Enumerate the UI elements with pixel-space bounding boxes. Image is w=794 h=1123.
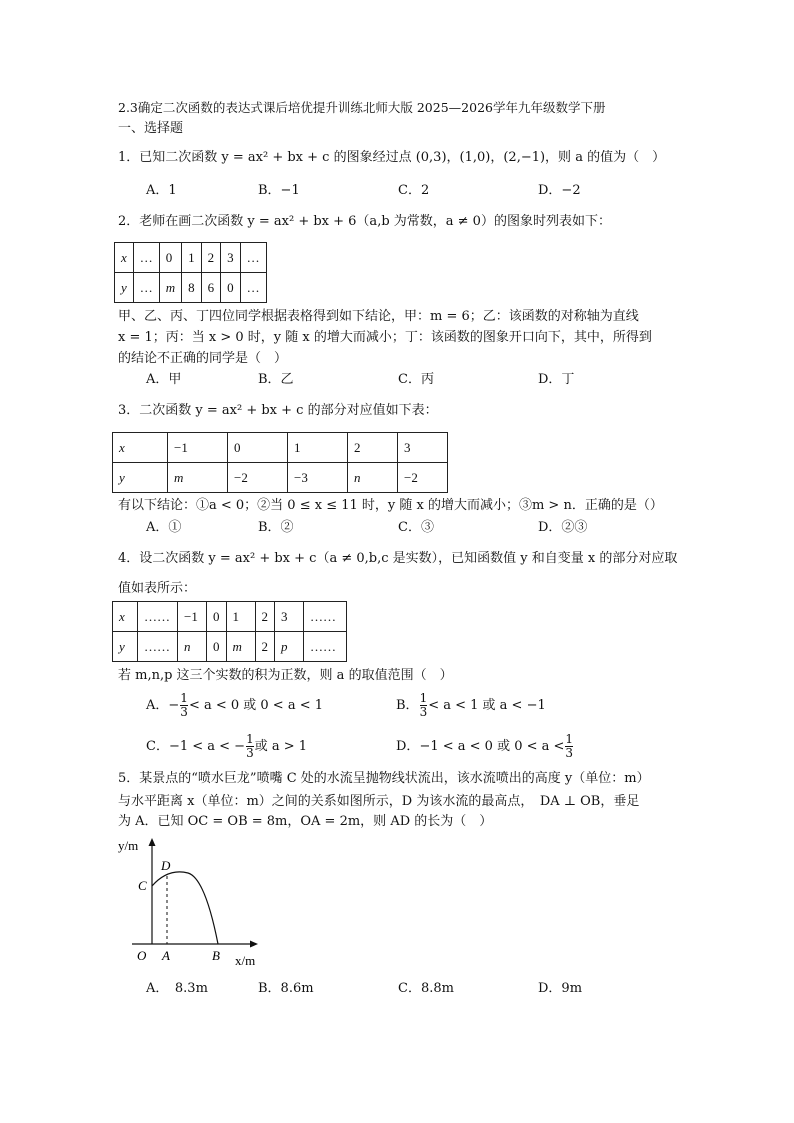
table-row	[113, 463, 448, 493]
q3-option-b: B．②	[258, 520, 294, 535]
table-cell: 1	[182, 243, 202, 273]
q4-stem-line-2: 值如表所示：	[118, 581, 197, 596]
q2-text-line-1: 甲、乙、丙、丁四位同学根据表格得到如下结论，甲：m = 6；乙：该函数的对称轴为直线	[118, 309, 639, 324]
point-label-o: O	[137, 948, 147, 963]
table-row	[113, 433, 448, 463]
q1-option-c: C．2	[398, 183, 430, 198]
q1-option-d: D．−2	[538, 183, 581, 198]
fraction-denominator: 3	[180, 705, 188, 719]
document-title: 2.3确定二次函数的表达式课后培优提升训练北师大版 2025—2026学年九年级数学下册	[118, 100, 606, 115]
table-cell: …	[240, 243, 266, 273]
section-heading: 一、选择题	[118, 121, 184, 136]
table-cell: −1	[168, 433, 228, 463]
option-text: < a < 1 或 a < −1	[428, 698, 546, 713]
fraction-numerator: 1	[419, 691, 428, 705]
table-cell: y	[113, 632, 138, 662]
table-cell: ……	[304, 632, 347, 662]
option-label: A．	[146, 698, 169, 713]
table-cell: 1	[288, 433, 348, 463]
table-cell: 2	[255, 602, 275, 632]
table-cell: 3	[275, 602, 304, 632]
option-label: C．	[146, 739, 169, 754]
q3-value-table	[112, 432, 448, 493]
q4-option-a	[146, 692, 323, 719]
q4-value-table	[112, 601, 347, 662]
q3-option-a: A．①	[146, 520, 182, 535]
table-cell: −3	[288, 463, 348, 493]
point-label-c: C	[138, 878, 147, 893]
table-cell: 0	[221, 273, 241, 303]
q4-question: 若 m,n,p 这三个实数的积为正数，则 a 的取值范围（ ）	[118, 668, 453, 683]
x-axis-label: x/m	[235, 953, 256, 968]
q5-option-a: A． 8.3m	[146, 981, 208, 996]
point-label-a: A	[162, 948, 170, 963]
q5-line-2: 与水平距离 x（单位：m）之间的关系如图所示，D 为该水流的最高点， DA ⊥ OB，垂足	[118, 794, 640, 809]
table-cell: 2	[201, 243, 221, 273]
q2-text-line-3: 的结论不正确的同学是（ ）	[118, 351, 288, 366]
table-cell: 0	[207, 602, 227, 632]
q2-option-a: A．甲	[146, 372, 182, 387]
table-cell: 0	[228, 433, 288, 463]
q2-option-b: B．乙	[258, 372, 294, 387]
q4-stem-line-1: 4．设二次函数 y = ax² + bx + c（a ≠ 0,b,c 是实数），已知函数值 y 和自变量 x 的部分对应取	[118, 551, 678, 566]
fountain-diagram	[110, 832, 270, 972]
option-text: −1 < a < −	[168, 739, 246, 754]
fraction-numerator: 1	[180, 691, 188, 705]
fraction	[246, 733, 254, 760]
table-row	[115, 243, 267, 273]
q3-stem: 3．二次函数 y = ax² + bx + c 的部分对应值如下表：	[118, 403, 438, 418]
q4-option-d	[396, 733, 574, 760]
table-cell: 0	[207, 632, 227, 662]
table-cell: 0	[159, 243, 181, 273]
q2-option-d: D．丁	[538, 372, 575, 387]
table-row	[113, 632, 347, 662]
table-row	[113, 602, 347, 632]
option-text: 或 a > 1	[254, 739, 308, 754]
fraction-denominator: 3	[419, 705, 428, 719]
q2-text-line-2: x = 1；丙：当 x > 0 时，y 随 x 的增大而减小；丁：该函数的图象开口向下，其中，所得到	[118, 330, 652, 345]
option-label: B．	[396, 698, 419, 713]
table-cell: …	[133, 243, 159, 273]
fraction	[420, 692, 428, 719]
option-label: D．	[396, 739, 420, 754]
point-label-d: D	[161, 858, 171, 873]
table-cell: 6	[201, 273, 221, 303]
table-cell: p	[275, 632, 304, 662]
table-cell: 8	[182, 273, 202, 303]
table-cell: y	[115, 273, 134, 303]
q4-option-c	[146, 733, 307, 760]
fraction	[565, 733, 573, 760]
table-cell: ……	[138, 602, 178, 632]
parabola-curve	[152, 872, 218, 944]
table-cell: n	[178, 632, 207, 662]
fraction	[180, 692, 188, 719]
q5-option-c: C．8.8m	[398, 981, 454, 996]
table-cell: 1	[226, 602, 255, 632]
q5-line-3: 为 A．已知 OC = OB = 8m，OA = 2m，则 AD 的长为（ ）	[118, 814, 493, 829]
option-text: −	[168, 698, 180, 713]
table-cell: x	[113, 433, 168, 463]
q3-option-d: D．②③	[538, 520, 588, 535]
fraction-denominator: 3	[246, 746, 254, 760]
q1-stem: 1．已知二次函数 y = ax² + bx + c 的图象经过点 (0,3)，(1,0)，(2,−1)，则 a 的值为（ ）	[118, 150, 666, 165]
table-row	[115, 273, 267, 303]
point-label-b: B	[212, 948, 220, 963]
table-cell: …	[240, 273, 266, 303]
option-text: −1 < a < 0 或 0 < a <	[419, 739, 565, 754]
table-cell: m	[226, 632, 255, 662]
table-cell: m	[168, 463, 228, 493]
y-axis-arrow	[149, 838, 156, 846]
q3-conclusion: 有以下结论：①a < 0；②当 0 ≤ x ≤ 11 时，y 随 x 的增大而减小；③m > n．正确的是（）	[118, 498, 663, 513]
y-axis-label: y/m	[118, 838, 139, 853]
table-cell: −1	[178, 602, 207, 632]
table-cell: 3	[398, 433, 448, 463]
x-axis-arrow	[250, 941, 258, 948]
q4-option-b	[396, 692, 546, 719]
q2-option-c: C．丙	[398, 372, 434, 387]
table-cell: x	[115, 243, 134, 273]
table-cell: ……	[138, 632, 178, 662]
q1-option-b: B．−1	[258, 183, 300, 198]
fraction-numerator: 1	[246, 732, 254, 746]
table-cell: 2	[348, 433, 398, 463]
q2-stem: 2．老师在画二次函数 y = ax² + bx + 6（a,b 为常数，a ≠ 0）的图象时列表如下：	[118, 214, 611, 229]
fraction-numerator: 1	[565, 732, 574, 746]
table-cell: 3	[221, 243, 241, 273]
q5-line-1: 5．某景点的“喷水巨龙”喷嘴 C 处的水流呈抛物线状流出，该水流喷出的高度 y（单位：m）	[118, 771, 650, 786]
q3-option-c: C．③	[398, 520, 434, 535]
table-cell: 2	[255, 632, 275, 662]
table-cell: m	[159, 273, 181, 303]
table-cell: ……	[304, 602, 347, 632]
q1-option-a: A．1	[146, 183, 177, 198]
table-cell: x	[113, 602, 138, 632]
option-text: < a < 0 或 0 < a < 1	[188, 698, 324, 713]
table-cell: …	[133, 273, 159, 303]
table-cell: y	[113, 463, 168, 493]
table-cell: −2	[398, 463, 448, 493]
fraction-denominator: 3	[565, 746, 574, 760]
table-cell: −2	[228, 463, 288, 493]
q2-value-table	[114, 242, 267, 303]
q5-option-b: B．8.6m	[258, 981, 314, 996]
table-cell: n	[348, 463, 398, 493]
q5-option-d: D．9m	[538, 981, 583, 996]
